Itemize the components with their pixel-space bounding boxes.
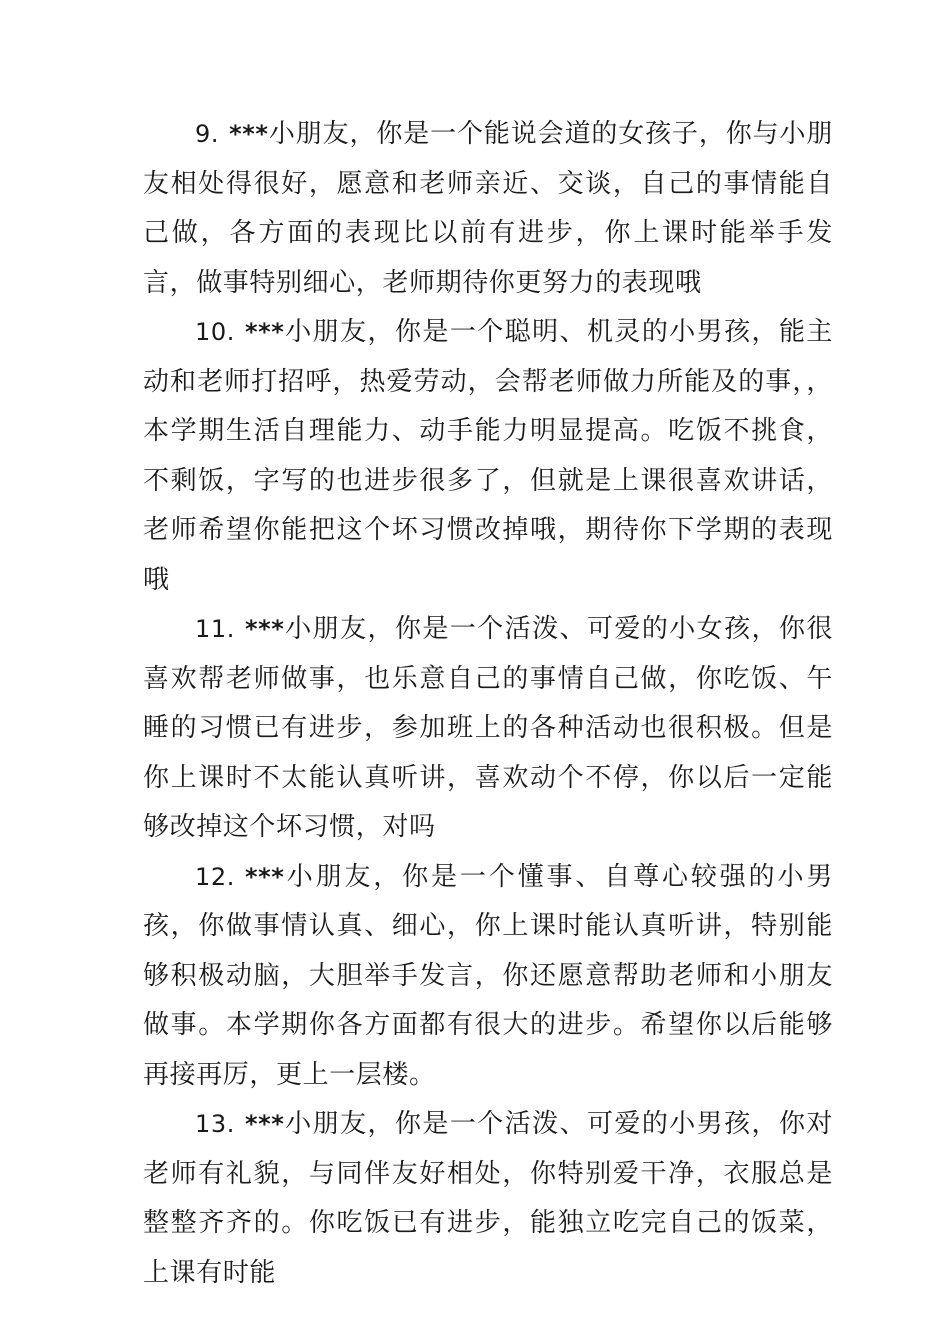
paragraph-13 xyxy=(143,1100,833,1298)
paragraph-12 xyxy=(143,853,833,1101)
paragraph-text: 小朋友，你是一个活泼、可爱的小男孩，你对老师有礼貌，与同伴友好相处，你特别爱干净，衣服总是整整齐齐的。你吃饭已有进步，能独立吃完自己的饭菜，上课有时能 xyxy=(143,1109,833,1288)
document-body xyxy=(143,110,833,1298)
paragraph-text: 小朋友，你是一个聪明、机灵的小男孩，能主动和老师打招呼，热爱劳动，会帮老师做力所能及的事，，本学期生活自理能力、动手能力明显提高。吃饭不挑食，不剩饭，字写的也进步很多了，但就是上课很喜欢讲话，老师希望你能把这个坏习惯改掉哦，期待你下学期的表现哦 xyxy=(143,317,833,595)
paragraph-9 xyxy=(143,110,833,308)
paragraph-number: 9. xyxy=(195,120,220,148)
paragraph-text: 小朋友，你是一个活泼、可爱的小女孩，你很喜欢帮老师做事，也乐意自己的事情自己做，你吃饭、午睡的习惯已有进步，参加班上的各种活动也很积极。但是你上课时不太能认真听讲，喜欢动个不停，你以后一定能够改掉这个坏习惯，对吗 xyxy=(143,614,833,842)
paragraph-number: 13. xyxy=(195,1110,235,1138)
paragraph-number: 11. xyxy=(195,615,235,643)
name-placeholder: *** xyxy=(229,120,269,148)
paragraph-11 xyxy=(143,605,833,853)
name-placeholder: *** xyxy=(244,1110,285,1138)
paragraph-text: 小朋友，你是一个能说会道的女孩子，你与小朋友相处得很好，愿意和老师亲近、交谈，自己的事情能自己做，各方面的表现比以前有进步，你上课时能举手发言，做事特别细心，老师期待你更努力的表现哦 xyxy=(143,119,833,298)
paragraph-number: 12. xyxy=(195,862,235,891)
name-placeholder: *** xyxy=(244,318,285,346)
paragraph-number: 10. xyxy=(195,318,235,346)
name-placeholder: *** xyxy=(244,615,285,643)
paragraph-10 xyxy=(143,308,833,605)
name-placeholder: *** xyxy=(244,862,285,891)
paragraph-text: 小朋友，你是一个懂事、自尊心较强的小男孩，你做事情认真、细心，你上课时能认真听讲，特别能够积极动脑，大胆举手发言，你还愿意帮助老师和小朋友做事。本学期你各方面都有很大的进步。希望你以后能够再接再厉，更上一层楼。 xyxy=(143,861,833,1090)
